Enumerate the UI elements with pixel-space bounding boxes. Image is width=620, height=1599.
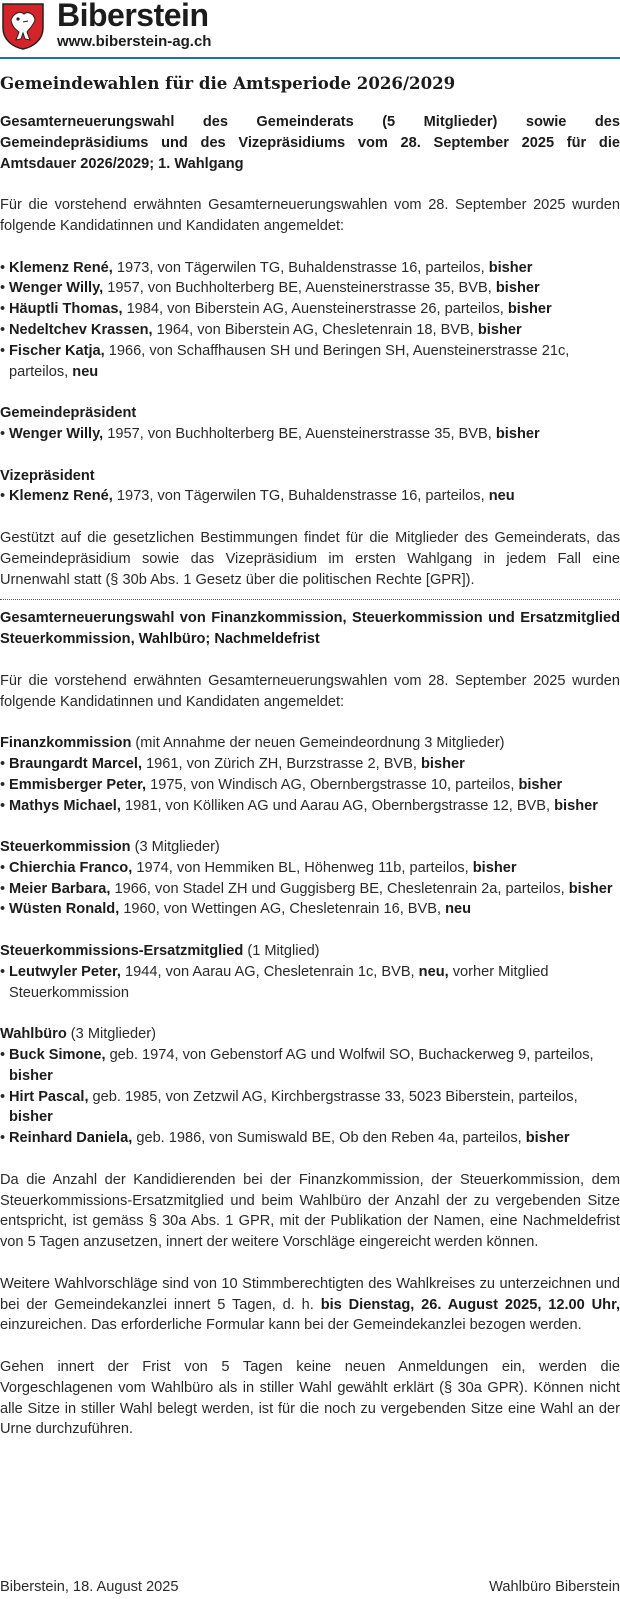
place-date: Biberstein, 18. August 2025 [0, 1579, 179, 1595]
section1-closing: Gestützt auf die gesetzlichen Bestimmungen findet für die Mitglieder des Gemeinderats, das Gemeindepräsidium sowie das Vizepräsidium im ersten Wahlgang in jedem Fall eine Urnenwahl statt (§ 30b Abs. 1 Gesetz über die politischen Rechte [GPR]). [0, 529, 620, 588]
list-item: • Häuptli Thomas, 1984, von Biberstein AG, Auensteinerstrasse 26, parteilos, bisher [0, 299, 620, 320]
tax-commission-heading: Steuerkommission (3 Mitglieder) [0, 839, 220, 856]
tax-substitute-list [0, 962, 620, 1004]
submission-paragraph: Weitere Wahlvorschläge sind von 10 Stimmberechtigten des Wahlkreises zu unterzeichnen und bei der Gemeindekanzlei innert 5 Tagen, d. h. bis Dienstag, 26. August 2025, 12.00 Uhr, einzureichen. Das erforderliche Formular kann bei der Gemeindekanzlei bezogen werden. [0, 1275, 620, 1334]
silent-election-paragraph: Gehen innert der Frist von 5 Tagen keine neuen Anmeldungen ein, werden die Vorgeschlagenen vom Wahlbüro als in stiller Wahl gewählt erklärt (§ 30a GPR). Können nicht alle Sitze in stiller Wahl belegt werden, ist für die noch zu vergebenden Sitze eine Wahl an der Urne durchzuführen. [0, 1359, 620, 1438]
section-divider [0, 599, 620, 600]
article [0, 72, 620, 1440]
list-item: • Fischer Katja, 1966, von Schaffhausen SH und Beringen SH, Auensteinerstrasse 21c, parteilos, neu [0, 341, 620, 383]
list-item: • Leutwyler Peter, 1944, von Aarau AG, Chesletenrain 1c, BVB, neu, vorher Mitglied Steuerkommission [0, 962, 620, 1004]
deadline-paragraph: Da die Anzahl der Kandidierenden bei der Finanzkommission, der Steuerkommission, dem Steuerkommissions-Ersatzmitglied und beim Wahlbüro der Anzahl der zu vergebenden Sitze entspricht, ist gemäss § 30a Abs. 1 GPR, mit der Publikation der Namen, eine Nachmeldefrist von 5 Tagen anzusetzen, innert der weitere Vorschläge eingereicht werden können. [0, 1171, 620, 1251]
footer [0, 1579, 620, 1595]
coat-of-arms-icon [1, 2, 45, 50]
list-item: • Nedeltchev Krassen, 1964, von Biberstein AG, Chesletenrain 18, BVB, bisher [0, 320, 620, 341]
election-office-heading: Wahlbüro (3 Mitglieder) [0, 1026, 156, 1043]
finance-commission-list [0, 754, 620, 816]
page-title: Gemeindewahlen für die Amtsperiode 2026/2029 [0, 73, 456, 93]
list-item: • Wüsten Ronald, 1960, von Wettingen AG, Chesletenrain 16, BVB, neu [0, 899, 620, 920]
list-item: • Mathys Michael, 1981, von Kölliken AG und Aarau AG, Obernbergstrasse 12, BVB, bisher [0, 796, 620, 817]
vice-president-list [0, 486, 620, 507]
list-item: • Buck Simone, geb. 1974, von Gebenstorf AG und Wolfwil SO, Buchackerweg 9, parteilos, bisher [0, 1045, 620, 1087]
list-item: • Chierchia Franco, 1974, von Hemmiken BL, Höhenweg 11b, parteilos, bisher [0, 858, 620, 879]
signature: Wahlbüro Biberstein [489, 1579, 620, 1595]
brand-url[interactable]: www.biberstein-ag.ch [57, 33, 212, 50]
list-item: • Wenger Willy, 1957, von Buchholterberg BE, Auensteinerstrasse 35, BVB, bisher [0, 278, 620, 299]
list-item: • Hirt Pascal, geb. 1985, von Zetzwil AG, Kirchbergstrasse 33, 5023 Biberstein, parteilos, bisher [0, 1087, 620, 1129]
president-list [0, 424, 620, 445]
section2-intro: Für die vorstehend erwähnten Gesamterneuerungswahlen vom 28. September 2025 wurden folgende Kandidatinnen und Kandidaten angemeldet: [0, 672, 620, 710]
tax-substitute-heading: Steuerkommissions-Ersatzmitglied (1 Mitglied) [0, 943, 320, 960]
list-item: • Klemenz René, 1973, von Tägerwilen TG, Buhaldenstrasse 16, parteilos, bisher [0, 258, 620, 279]
section1-heading: Gesamterneuerungswahl des Gemeinderats (5 Mitglieder) sowie des Gemeindepräsidiums und des Vizepräsidiums vom 28. September 2025 für die Amtsdauer 2026/2029; 1. Wahlgang [0, 114, 620, 172]
section2-heading: Gesamterneuerungswahl von Finanzkommission, Steuerkommission und Ersatzmitglied Steuerkommission, Wahlbüro; Nachmeldefrist [0, 610, 620, 648]
list-item: • Wenger Willy, 1957, von Buchholterberg BE, Auensteinerstrasse 35, BVB, bisher [0, 424, 620, 445]
header-divider [0, 57, 620, 59]
council-candidate-list [0, 258, 620, 383]
list-item: • Meier Barbara, 1966, von Stadel ZH und Guggisberg BE, Chesletenrain 2a, parteilos, bisher [0, 879, 620, 900]
header [0, 0, 620, 60]
tax-commission-list [0, 858, 620, 920]
finance-commission-heading: Finanzkommission (mit Annahme der neuen Gemeindeordnung 3 Mitglieder) [0, 735, 505, 752]
section1-intro: Für die vorstehend erwähnten Gesamterneuerungswahlen vom 28. September 2025 wurden folgende Kandidatinnen und Kandidaten angemeldet: [0, 197, 620, 234]
president-label: Gemeindepräsident [0, 405, 137, 422]
list-item: • Emmisberger Peter, 1975, von Windisch AG, Obernbergstrasse 10, parteilos, bisher [0, 775, 620, 796]
list-item: • Klemenz René, 1973, von Tägerwilen TG, Buhaldenstrasse 16, parteilos, neu [0, 486, 620, 507]
list-item: • Braungardt Marcel, 1961, von Zürich ZH, Burzstrasse 2, BVB, bisher [0, 754, 620, 775]
vice-president-label: Vizepräsident [0, 467, 95, 484]
brand-name: Biberstein [57, 0, 209, 33]
list-item: • Reinhard Daniela, geb. 1986, von Sumiswald BE, Ob den Reben 4a, parteilos, bisher [0, 1128, 620, 1149]
election-office-list [0, 1045, 620, 1149]
